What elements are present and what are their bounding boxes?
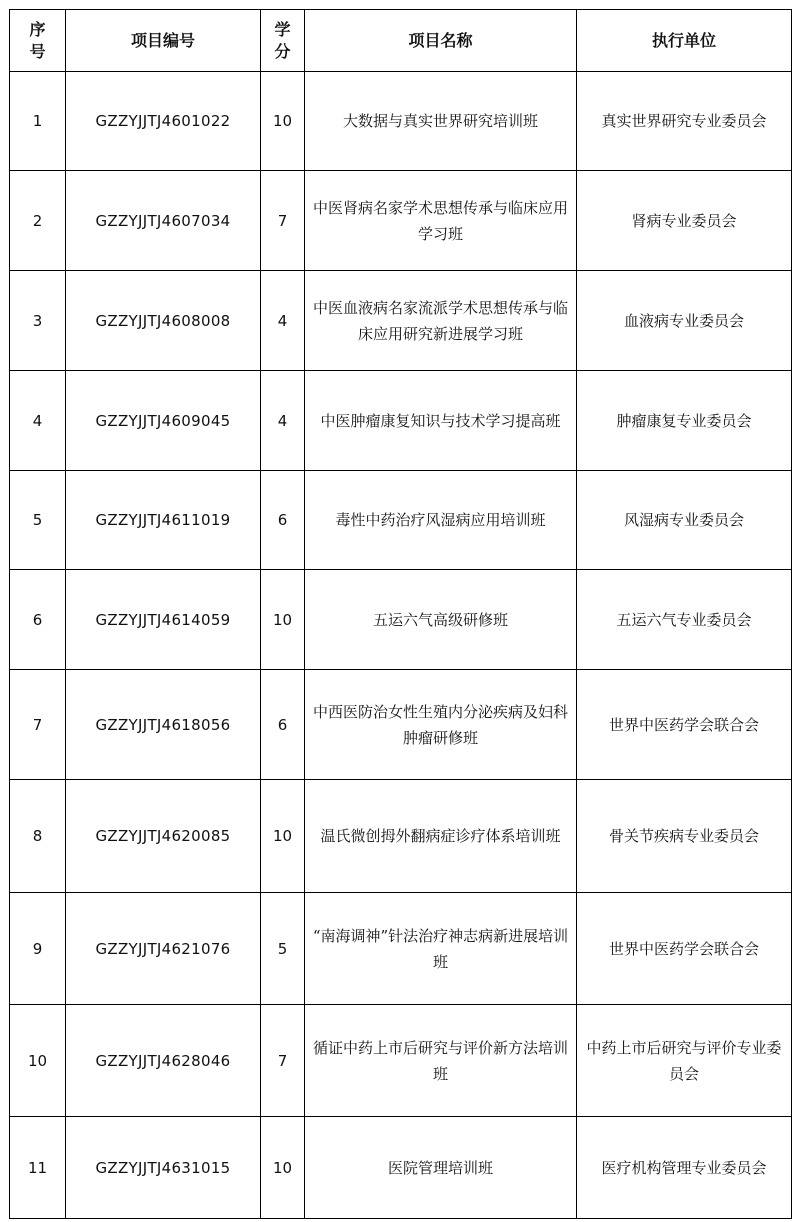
cell-name: 五运六气高级研修班 (305, 570, 577, 670)
cell-unit: 世界中医药学会联合会 (577, 670, 792, 780)
cell-unit: 世界中医药学会联合会 (577, 893, 792, 1005)
cell-credit: 4 (261, 371, 305, 471)
cell-credit: 10 (261, 72, 305, 171)
cell-seq: 1 (10, 72, 66, 171)
cell-seq: 9 (10, 893, 66, 1005)
table-row (10, 471, 792, 570)
header-credit-line1: 学 (274, 19, 291, 39)
cell-name: “南海调神”针法治疗神志病新进展培训班 (305, 893, 577, 1005)
cell-credit: 10 (261, 570, 305, 670)
cell-credit: 10 (261, 780, 305, 893)
table-row (10, 893, 792, 1005)
cell-unit: 肿瘤康复专业委员会 (577, 371, 792, 471)
project-table (9, 9, 792, 1219)
table-row (10, 271, 792, 371)
header-credit-line2: 分 (274, 41, 291, 61)
cell-code: GZZYJJTJ4631015 (66, 1117, 261, 1219)
cell-code: GZZYJJTJ4608008 (66, 271, 261, 371)
cell-seq: 11 (10, 1117, 66, 1219)
cell-name: 温氏微创拇外翻病症诊疗体系培训班 (305, 780, 577, 893)
header-credit (261, 10, 305, 72)
cell-code: GZZYJJTJ4609045 (66, 371, 261, 471)
cell-unit: 肾病专业委员会 (577, 171, 792, 271)
table-row (10, 570, 792, 670)
table-row (10, 1117, 792, 1219)
cell-code: GZZYJJTJ4614059 (66, 570, 261, 670)
cell-seq: 3 (10, 271, 66, 371)
cell-unit: 骨关节疾病专业委员会 (577, 780, 792, 893)
cell-credit: 7 (261, 171, 305, 271)
cell-credit: 6 (261, 471, 305, 570)
cell-name: 中医肿瘤康复知识与技术学习提高班 (305, 371, 577, 471)
cell-credit: 5 (261, 893, 305, 1005)
cell-seq: 8 (10, 780, 66, 893)
table-row (10, 72, 792, 171)
cell-unit: 真实世界研究专业委员会 (577, 72, 792, 171)
cell-name: 中西医防治女性生殖内分泌疾病及妇科肿瘤研修班 (305, 670, 577, 780)
cell-seq: 5 (10, 471, 66, 570)
cell-seq: 6 (10, 570, 66, 670)
cell-credit: 4 (261, 271, 305, 371)
cell-name: 循证中药上市后研究与评价新方法培训班 (305, 1005, 577, 1117)
cell-unit: 五运六气专业委员会 (577, 570, 792, 670)
cell-code: GZZYJJTJ4601022 (66, 72, 261, 171)
cell-code: GZZYJJTJ4620085 (66, 780, 261, 893)
cell-seq: 7 (10, 670, 66, 780)
cell-code: GZZYJJTJ4607034 (66, 171, 261, 271)
cell-credit: 10 (261, 1117, 305, 1219)
cell-seq: 4 (10, 371, 66, 471)
cell-seq: 2 (10, 171, 66, 271)
cell-name: 中医血液病名家流派学术思想传承与临床应用研究新进展学习班 (305, 271, 577, 371)
cell-name: 医院管理培训班 (305, 1117, 577, 1219)
cell-code: GZZYJJTJ4628046 (66, 1005, 261, 1117)
table-header-row (10, 10, 792, 72)
cell-name: 大数据与真实世界研究培训班 (305, 72, 577, 171)
table-row (10, 371, 792, 471)
header-seq-line1: 序 (29, 19, 46, 39)
cell-name: 中医肾病名家学术思想传承与临床应用学习班 (305, 171, 577, 271)
table-row (10, 171, 792, 271)
cell-code: GZZYJJTJ4611019 (66, 471, 261, 570)
cell-code: GZZYJJTJ4621076 (66, 893, 261, 1005)
cell-unit: 医疗机构管理专业委员会 (577, 1117, 792, 1219)
header-unit: 执行单位 (577, 10, 792, 72)
table-row (10, 780, 792, 893)
header-seq (10, 10, 66, 72)
cell-unit: 血液病专业委员会 (577, 271, 792, 371)
table-row (10, 670, 792, 780)
cell-seq: 10 (10, 1005, 66, 1117)
header-name: 项目名称 (305, 10, 577, 72)
cell-credit: 7 (261, 1005, 305, 1117)
cell-unit: 风湿病专业委员会 (577, 471, 792, 570)
cell-code: GZZYJJTJ4618056 (66, 670, 261, 780)
header-code: 项目编号 (66, 10, 261, 72)
header-seq-line2: 号 (29, 41, 46, 61)
cell-name: 毒性中药治疗风湿病应用培训班 (305, 471, 577, 570)
table-row (10, 1005, 792, 1117)
cell-unit: 中药上市后研究与评价专业委员会 (577, 1005, 792, 1117)
cell-credit: 6 (261, 670, 305, 780)
